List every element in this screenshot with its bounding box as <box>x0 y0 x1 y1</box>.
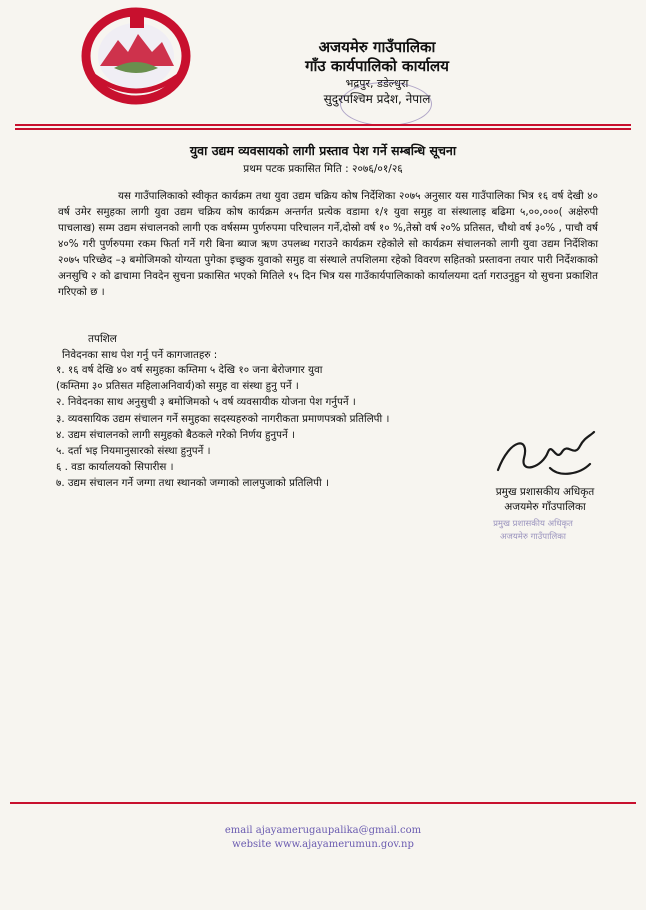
signatory-title: प्रमुख प्रशासकीय अधिकृत <box>495 486 595 498</box>
list-item: ३. व्यवसायिक उद्यम संचालन गर्ने समुहका सदस्यहरुको नागरीकता प्रमाणपत्रको प्रतिलिपी । <box>56 412 390 425</box>
notice-publish-date: प्रथम पटक प्रकासित मिति : २०७६/०१/२६ <box>243 163 403 175</box>
notice-title: युवा उद्यम व्यवसायको लागी प्रस्ताव पेश गर्ने सम्बन्धि सूचना <box>189 143 457 158</box>
footer-email: email ajayamerugaupalika@gmail.com <box>224 825 422 836</box>
header-rule-secondary <box>15 128 631 130</box>
footer-website: website www.ajayamerumun.gov.np <box>232 839 414 850</box>
signature-mark <box>490 428 600 486</box>
requirements-list <box>56 362 496 492</box>
list-item: ४. उद्यम संचालनको लागी समुहको बैठकले गरेको निर्णय हुनुपर्ने । <box>56 428 295 441</box>
official-stamp <box>478 518 588 544</box>
footer-rule <box>10 802 636 804</box>
nepal-emblem-icon <box>80 6 192 106</box>
list-item: ७. उद्यम संचालन गर्ने जग्गा तथा स्थानको जग्गाको लालपुजाको प्रतिलिपी । <box>56 477 329 490</box>
stamp-mark <box>340 82 432 126</box>
signatory-org: अजयमेरु गाँउपालिका <box>504 501 586 513</box>
list-item: २. निवेदनका साथ अनुसुची ३ बमोजिमको ५ वर्ष व्यवसायीक योजना पेश गर्नुपर्ने । <box>56 396 356 409</box>
stamp-line: प्रमुख प्रशासकीय अधिकृत <box>493 519 573 529</box>
office-name: गाँउ कार्यपालिको कार्यालय <box>305 57 449 75</box>
municipality-name: अजयमेरु गाउँपालिका <box>318 38 436 56</box>
signatory-block <box>470 485 620 515</box>
list-item: ६ . वडा कार्यालयको सिपारीस । <box>56 461 174 474</box>
stamp-line: अजयमेरु गाउँपालिका <box>500 532 566 542</box>
list-item: ५. दर्ता भइ नियमानुसारको संस्था हुनुपर्ने । <box>56 445 211 458</box>
requirements-heading: निवेदनका साथ पेश गर्नु पर्ने कागजातहरु : <box>62 349 218 361</box>
office-province: सुदुरपश्चिम प्रदेश, नेपाल <box>323 92 431 106</box>
details-heading: तपशिल <box>88 333 117 345</box>
header-rule <box>15 124 631 126</box>
office-location: भद्रपुर, डडेल्धुरा <box>345 77 409 90</box>
notice-body: यस गाउँपालिकाको स्वीकृत कार्यक्रम तथा युवा उद्यम चक्रिय कोष निर्देशिका २०७५ अनुसार यस गाउँपालिका भित्र १६ वर्ष देखी ४० वर्ष उमेर समुहका लागी युवा उद्यम चक्रिय कोष कार्यक्रम अन्तर्गत प्रत्येक वडामा १/१ युवा समुह वा संस्थालाइ बढिमा ५,००,०००( अक्षेरुपी पाचलाख) सम्म उद्यम संचालनको लागी एक वर्षसम्म पुर्णरुपमा परिचालन गर्ने,दोस्रो वर्ष १० %,तेस्रो वर्ष २०% प्रतिसत, चौथो वर्ष ३०% , पाचौ वर्ष ४०% गरी पुर्णरुपमा रकम फिर्ता गर्ने गरी बिना ब्याज ऋण उपलब्ध गराउने कार्यक्रम रहेकोले सो कार्यक्रम संचालनको लागी युवा उद्यम निर्देशिका २०७५ परिच्छेद –३ बमोजिमको योग्यता पुगेका इच्छुक युवाको समुह वा संस्थाले तपशिलमा रहेको विवरण सहितको प्रस्तावना तयार पारी निर्देशकाको अनसुचि २ को ढाचामा निवदेन सुचना प्रकासित भएको मितिले १५ दिन भित्र यस गाउँकार्यपालिकाको कार्यालयमा दर्ता गराउनुहुन यो सुचना प्रकाशित गरिएको छ । <box>58 190 598 298</box>
list-item: १. १६ वर्ष देखि ४० वर्ष समुहका कम्तिमा ५ देखि १० जना बेरोजगार युवा <box>56 364 323 376</box>
footer-contact <box>0 824 646 852</box>
list-item: (कम्तिमा ३० प्रतिसत महिलाअनिवार्य)को समुह वा संस्था हुनु पर्ने । <box>56 380 299 393</box>
